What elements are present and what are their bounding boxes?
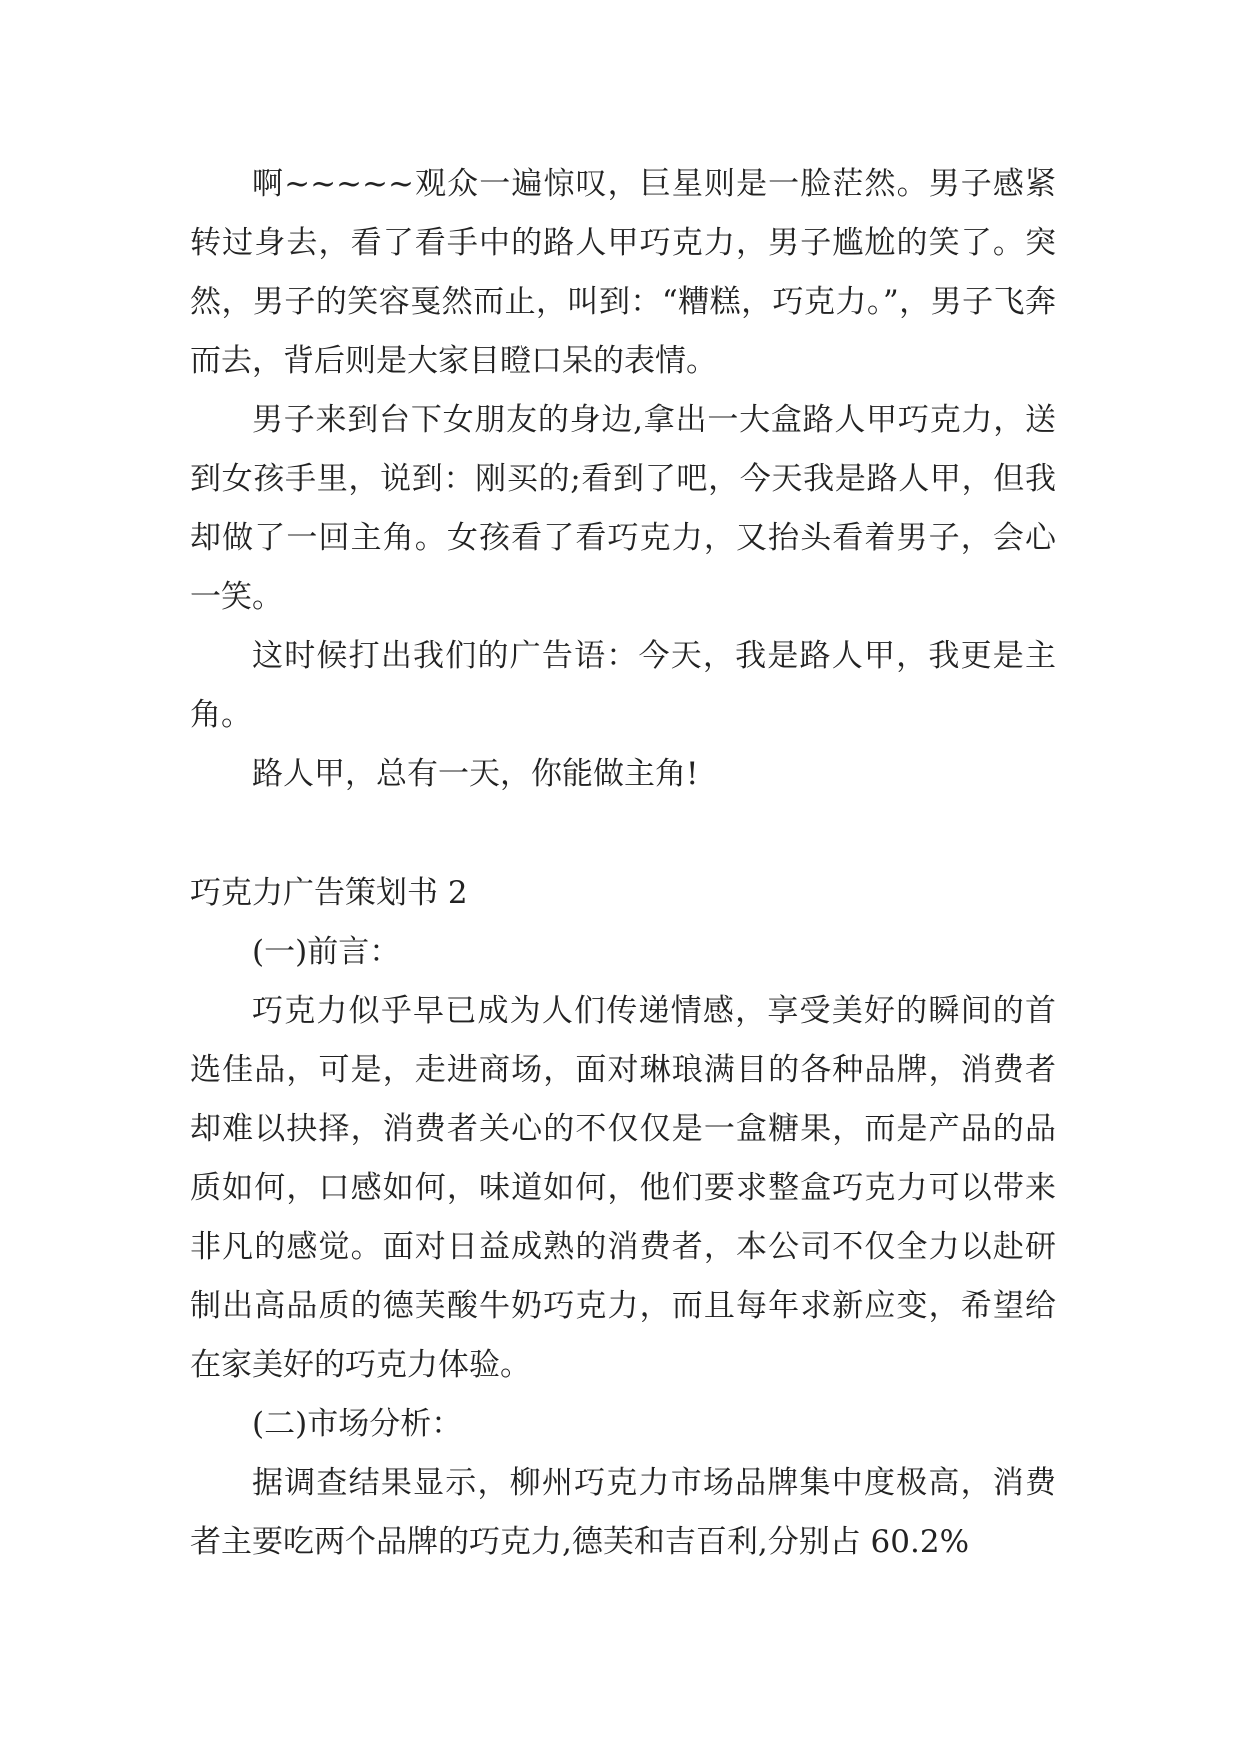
market-analysis-heading: (二)市场分析： <box>252 1406 463 1442</box>
story-paragraph-2: 男子来到台下女朋友的身边,拿出一大盒路人甲巧克力，送到女孩手里，说到：刚买的;看到了吧，今天我是路人甲，但我却做了一回主角。女孩看了看巧克力，又抬头看着男子，会心一笑。 <box>190 402 1056 615</box>
market-analysis-paragraph: 据调查结果显示，柳州巧克力市场品牌集中度极高，消费者主要吃两个品牌的巧克力,德芙和吉百利,分别占 60.2% <box>190 1465 1056 1560</box>
preface-paragraph: 巧克力似乎早已成为人们传递情感，享受美好的瞬间的首选佳品，可是，走进商场，面对琳琅满目的各种品牌，消费者却难以抉择，消费者关心的不仅仅是一盒糖果，而是产品的品质如何，口感如何，味道如何，他们要求整盒巧克力可以带来非凡的感觉。面对日益成熟的消费者，本公司不仅全力以赴研制出高品质的德芙酸牛奶巧克力，而且每年求新应变，希望给在家美好的巧克力体验。 <box>190 993 1056 1383</box>
story-paragraph-3: 这时候打出我们的广告语：今天，我是路人甲，我更是主角。 <box>190 638 1056 733</box>
preface-heading: (一)前言： <box>252 934 401 970</box>
story-section <box>190 155 1056 804</box>
story-paragraph-1: 啊~~~~~观众一遍惊叹，巨星则是一脸茫然。男子感紧转过身去，看了看手中的路人甲巧克力，男子尴尬的笑了。突然，男子的笑容戛然而止，叫到：“糟糕，巧克力。”，男子飞奔而去，背后则是大家目瞪口呆的表情。 <box>190 166 1056 379</box>
plan-section <box>190 864 1056 1572</box>
story-paragraph-4: 路人甲，总有一天，你能做主角! <box>252 756 699 792</box>
section-title: 巧克力广告策划书 2 <box>190 875 468 911</box>
